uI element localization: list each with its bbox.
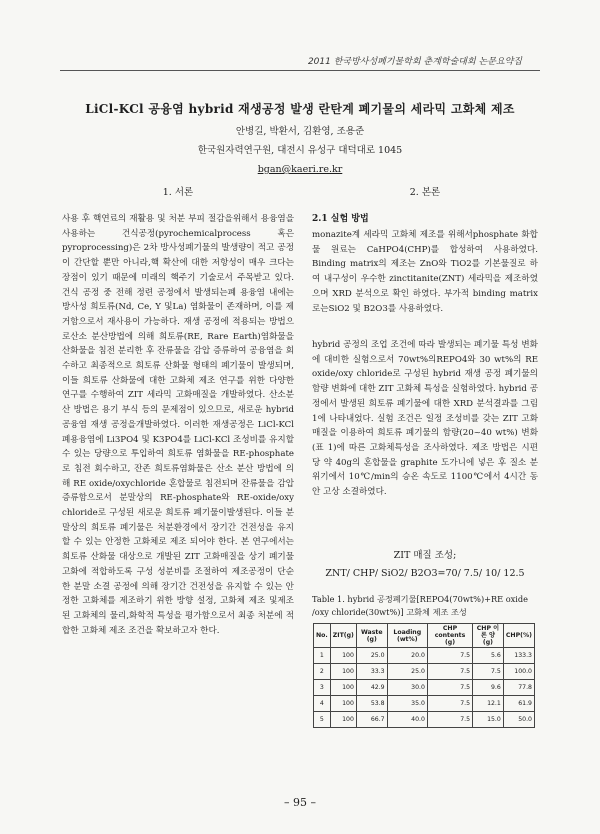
text-line: 하고자 한다. bbox=[172, 625, 220, 636]
table-cell: 7.5 bbox=[427, 680, 472, 696]
methods-paragraph-2 bbox=[312, 338, 538, 500]
text-line: 물의 발생량이 적고 공정이 간단할 뿐만 아니라, bbox=[62, 243, 294, 269]
formula-text: ZNT/ CHP/ SiO2/ B2O3=70/ 7.5/ 10/ 12.5 bbox=[325, 568, 525, 579]
text-line: 해 장기간 건전성을 유지할 수 있는 안정한 고화 bbox=[62, 581, 294, 607]
text-line: 시간 동안 고상 소결하였다. bbox=[312, 472, 538, 498]
table-cell: 7.5 bbox=[473, 664, 504, 680]
text-line: 산소 분산방법에 의해 희토류(RE, Rare Earth) bbox=[70, 331, 261, 342]
table-cell: 66.7 bbox=[356, 712, 387, 728]
table-cell: 7.5 bbox=[427, 664, 472, 680]
table-cell: 25.0 bbox=[356, 648, 387, 664]
section-heading-intro: 1. 서론 bbox=[162, 187, 194, 198]
table-header-cell: ZIT(g) bbox=[330, 624, 356, 648]
text-line: phosphate 화합물 원료는 CaHPO4(CHP)를 합성 bbox=[312, 230, 538, 255]
text-line: 염화물은 산소 분산 방법에 의해 RE oxide/ bbox=[62, 463, 295, 489]
table-cell: 25.0 bbox=[387, 664, 427, 680]
table-header-cell: Waste (g) bbox=[356, 624, 387, 648]
formula-heading: ZIT 매질 조성; bbox=[393, 550, 457, 561]
text-line: 성된 hybrid 재생 공정 폐기물의 함량 변화에 대 bbox=[312, 369, 538, 395]
text-line: 비를 갖는 ZIT 고화매질을 이용하여 희토류 폐기 bbox=[312, 413, 538, 439]
table-row bbox=[314, 648, 535, 664]
text-line: 개발하였다. 이러한 재생공정은 LiCl-KCl 폐용융 bbox=[62, 419, 294, 445]
page-number: – 95 – bbox=[284, 796, 316, 809]
text-line: hybrid 공정의 조업 조건에 따라 발생되는 폐 bbox=[312, 340, 483, 350]
table-cell: 9.6 bbox=[473, 680, 504, 696]
table-cell: 7.5 bbox=[427, 712, 472, 728]
author-affiliation: 한국원자력연구원, 대전시 유성구 대덕대로 1045 bbox=[197, 145, 403, 156]
table-cell: 33.3 bbox=[356, 664, 387, 680]
text-line: 한 ZIT 고화체 특성을 실험하였다. hybrid 공정에 bbox=[312, 384, 538, 409]
table-row bbox=[314, 664, 535, 680]
text-line: 하였다. 산소분산 방법은 용기 부식 등의 문제점 bbox=[62, 390, 294, 416]
text-line: 기 폐기물 고화에 적합하도록 구성 성분비를 조 bbox=[62, 552, 294, 577]
text-line: 압 증류하여 공융염을 회수하고 최종적으로 희토 bbox=[62, 346, 294, 372]
text-line: 류 산화물 형태의 폐기물이 발생되며, 이들 희토 bbox=[62, 361, 295, 386]
text-line: 한 고화체로 제조 되어야 한다. 본 연구에서는 희 bbox=[62, 537, 294, 563]
text-line: oxychloride 혼합물로 침전되며 잔류물을 감압 증 bbox=[62, 478, 294, 504]
conference-header: 2011 한국방사성폐기물학회 춘계학술대회 논문요약집 bbox=[307, 57, 522, 67]
text-line: 토류 산화물 대상으로 개발된 ZIT 고화매질을 상 bbox=[70, 552, 258, 563]
text-line: 체를 제조하기 위한 방향 설정, 고화체 제조 및 bbox=[98, 596, 278, 607]
intro-paragraph bbox=[62, 212, 294, 638]
text-line: 류함으로서 분말상의 RE-phosphate와 RE-oxide/ bbox=[70, 493, 280, 504]
text-line: 류 산화물에 대한 고화체 제조 연구를 위한 다양 bbox=[99, 375, 286, 386]
table-cell: 3 bbox=[314, 680, 331, 696]
text-line: 위기에서 10℃/min의 승온 속도로 1100℃에서 4 bbox=[312, 472, 510, 483]
text-line: 를 그림 1에 나타내었다. 실험 조건은 일정 조성 bbox=[312, 398, 539, 424]
table-cell: 12.1 bbox=[473, 696, 504, 712]
table-cell: 100 bbox=[330, 648, 356, 664]
table-cell: 133.3 bbox=[503, 648, 534, 664]
text-line: 위해서 용융염을 사용하는 건식공정(pyrochemical bbox=[62, 214, 294, 239]
subsection-heading: 2.1 실험 방법 bbox=[312, 214, 369, 224]
text-line: 사용 후 핵연료의 재활용 및 처분 부피 절감을 bbox=[62, 214, 233, 224]
author-names: 안병길, 박환서, 김환영, 조용준 bbox=[235, 126, 365, 137]
text-line: 의 혼합물을 graphite 도가니에 넣은 후 질소 분 bbox=[352, 457, 538, 468]
text-line: 염에 Li3PO4 및 K3PO4를 LiCl-KCl 조성비를 유 bbox=[86, 434, 278, 445]
table-cell: 100 bbox=[330, 680, 356, 696]
table-cell: 5 bbox=[314, 712, 331, 728]
text-line: La) 염화물이 존재하며, 이를 제거함으로서 재사 bbox=[62, 302, 294, 327]
text-line: 으로 확인 하였다. 부가적 binding matrix로는 bbox=[312, 288, 539, 314]
table-cell: 15.0 bbox=[473, 712, 504, 728]
table-cell: 53.8 bbox=[356, 696, 387, 712]
table-caption bbox=[312, 593, 538, 618]
table-cell: 2 bbox=[314, 664, 331, 680]
table-cell: 50.0 bbox=[503, 712, 534, 728]
text-line: 핵 확산에 대한 저항성이 매우 크다는 장점이 있 bbox=[62, 258, 294, 283]
text-line: 한 연구를 수행하여 ZIT 세라믹 고화매질을 개발 bbox=[62, 375, 294, 401]
text-line: 서 최종 처분에 적합한 고화체 제조 조건을 확보 bbox=[62, 610, 294, 636]
text-line: 폐 용융염 내에는 방사성 희토류(Nd, Ce, Y 및 bbox=[62, 287, 294, 313]
text-line: 제조된 고화체의 물리,화학적 특성을 평가함으로 bbox=[62, 596, 294, 621]
table-header-cell: CHP 이론 양 (g) bbox=[473, 624, 504, 648]
section-heading-body: 2. 본론 bbox=[409, 187, 441, 198]
table-cell: 35.0 bbox=[387, 696, 427, 712]
table-header-cell: CHP(%) bbox=[503, 624, 534, 648]
table-row bbox=[314, 696, 535, 712]
table-row bbox=[314, 712, 535, 728]
table-cell: 20.0 bbox=[387, 648, 427, 664]
table-cell: 5.6 bbox=[473, 648, 504, 664]
text-line: 발생된다. 이들 분말상의 희토류 폐기물은 처분 bbox=[62, 508, 294, 533]
text-line: 기물 특성 변화에 대비한 실험으로서 70wt%의 bbox=[312, 340, 538, 365]
table-row bbox=[314, 680, 535, 696]
text-line: 을 RE-phosphate로 침전 회수하고, 잔존 희토류 bbox=[62, 449, 294, 474]
text-line: 지할 수 있는 당량으로 투입하여 희토류 염화물 bbox=[62, 434, 294, 460]
text-line: 하여 사용하였다. Binding matrix의 제조는 ZnO bbox=[312, 244, 538, 270]
table-cell: 4 bbox=[314, 696, 331, 712]
text-line: 물의 함량(20~40 wt%) 변화(표 1)에 따른 고화체 bbox=[312, 428, 538, 453]
text-line: 염화물을 산화물을 침전 분리한 후 잔류물을 감 bbox=[62, 331, 294, 357]
table-cell: 7.5 bbox=[427, 696, 472, 712]
composition-table bbox=[313, 623, 535, 728]
text-line: SiO2 및 B2O3를 사용하였다. bbox=[328, 303, 444, 314]
table-cell: 30.0 bbox=[387, 680, 427, 696]
table-header-cell: No. bbox=[314, 624, 331, 648]
methods-paragraph-1 bbox=[312, 228, 538, 316]
paper-title: LiCl-KCl 공융염 hybrid 재생공정 발생 란탄계 폐기물의 세라믹 고화체 제조 bbox=[85, 102, 515, 116]
table-header-row bbox=[314, 624, 535, 648]
author-block bbox=[0, 122, 600, 179]
text-line: oxy chloride로 구성된 새로운 희토류 폐기물이 bbox=[62, 493, 294, 519]
table-cell: 100.0 bbox=[503, 664, 534, 680]
table-cell: 100 bbox=[330, 664, 356, 680]
text-line: 용이 가능하다. 재생 공정에 적용되는 방법으로 bbox=[62, 316, 294, 342]
text-line: monazite계 세라믹 고화체 제조를 위해서 bbox=[312, 230, 473, 240]
text-line: 다. 건식 공정 중 전해 정련 공정에서 발생되는 bbox=[62, 272, 294, 298]
text-line: 이 있으므로, 새로운 hybrid 공융염 재생 공정을 bbox=[62, 405, 294, 430]
text-line: process 혹은 pyroprocessing)은 2차 방사성폐기 bbox=[62, 228, 294, 254]
text-line: titanite(ZNT) 세라믹을 제조하였으며 XRD 분석 bbox=[312, 274, 539, 299]
table-cell: 1 bbox=[314, 648, 331, 664]
text-line: 절하여 제조공정이 단순한 분말 소결 공정에 의 bbox=[62, 566, 294, 592]
table-cell: 42.9 bbox=[356, 680, 387, 696]
text-line: 기 때문에 미래의 핵주기 기술로서 주목받고 있 bbox=[99, 272, 283, 283]
table-cell: 77.8 bbox=[503, 680, 534, 696]
text-line: 서 발생된 희토류 폐기물에 대한 XRD 분석결과 bbox=[328, 398, 510, 409]
text-line: REPO4와 30 wt%의 RE oxide/oxy chloride로 구 bbox=[312, 354, 538, 380]
table-cell: 100 bbox=[330, 696, 356, 712]
table-header-cell: Loading (wt%) bbox=[387, 624, 427, 648]
table-cell: 61.9 bbox=[503, 696, 534, 712]
header-rule bbox=[60, 70, 540, 71]
author-email[interactable]: bgan@kaeri.re.kr bbox=[257, 164, 343, 175]
table-cell: 7.5 bbox=[427, 648, 472, 664]
text-line: 특성을 조사하였다. 제조 방법은 시편 당 약 40g bbox=[312, 442, 538, 468]
table-header-cell: CHP contents (g) bbox=[427, 624, 472, 648]
table-caption-line1: Table 1. hybrid 공정폐기물[REPO4(70wt%)+RE oxide bbox=[312, 594, 528, 604]
table-caption-line2: /oxy chloride(30wt%)] 고화체 제조 조성 bbox=[312, 606, 467, 617]
table-cell: 100 bbox=[330, 712, 356, 728]
table-cell: 40.0 bbox=[387, 712, 427, 728]
text-line: 환경에서 장기간 건전성을 유지할 수 있는 안정 bbox=[62, 522, 294, 548]
text-line: 와 TiO2를 기본물질로 하여 내구성이 우수한 zinc bbox=[312, 259, 538, 285]
